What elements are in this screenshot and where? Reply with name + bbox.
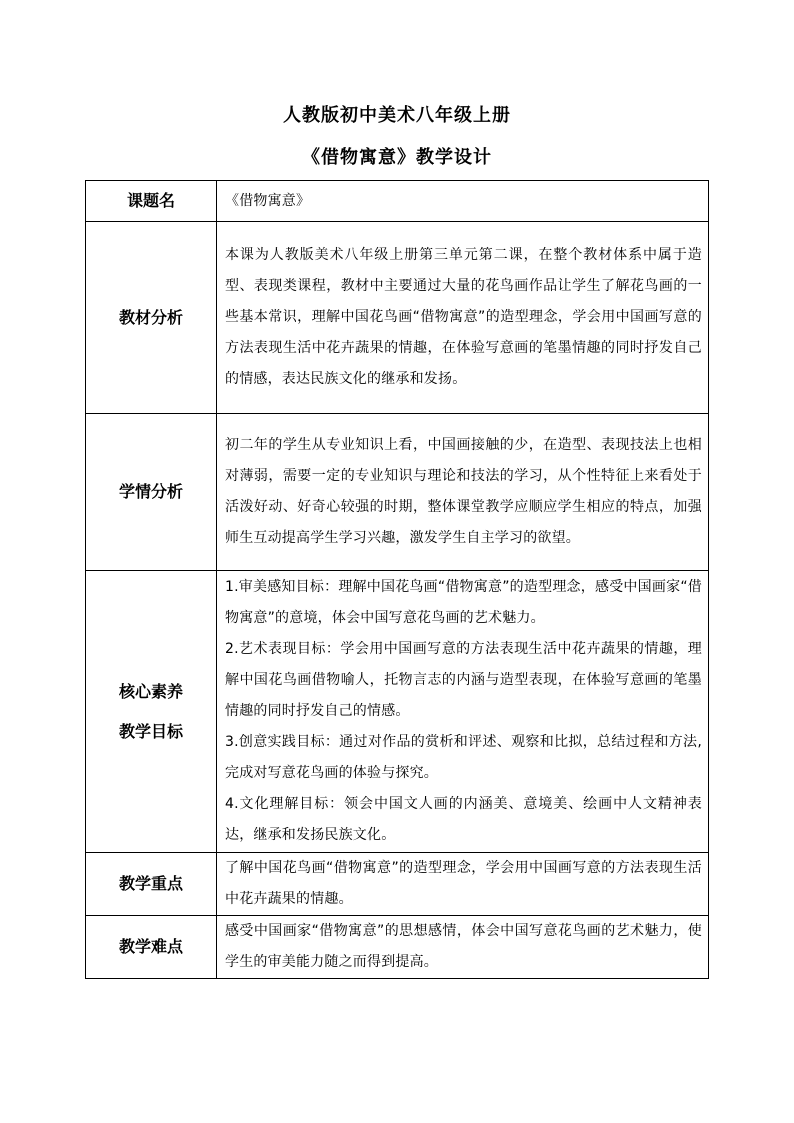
row-label xyxy=(86,571,217,853)
row-content xyxy=(217,222,709,414)
row-content xyxy=(217,916,709,979)
table-row-key-points xyxy=(86,853,709,916)
content-paragraph: 初二年的学生从专业知识上看，中国画接触的少，在造型、表现技法上也相对薄弱，需要一定的专业知识与理论和技法的学习，从个性特征上来看处于活泼好动、好奇心较强的时期，整体课堂教学应顺应学生相应的特点，加强师生互动提高学生学习兴趣，激发学生自主学习的欲望。 xyxy=(225,437,702,546)
objective-item: 4.文化理解目标：领会中国文人画的内涵美、意境美、绘画中人文精神表达，继承和发扬民族文化。 xyxy=(225,796,702,843)
table-row-core-objectives xyxy=(86,571,709,853)
row-label-line: 教学重点 xyxy=(118,874,183,893)
row-label xyxy=(86,181,217,222)
table-row-textbook-analysis xyxy=(86,222,709,414)
content-paragraph: 感受中国画家“借物寓意”的思想感情，体会中国写意花鸟画的艺术魅力，使学生的审美能力随之而得到提高。 xyxy=(225,923,702,970)
row-label-line: 核心素养 xyxy=(118,681,183,701)
row-label-line: 教学目标 xyxy=(118,721,183,741)
row-label xyxy=(86,853,217,916)
row-label xyxy=(86,222,217,414)
row-label-line: 学情分析 xyxy=(118,482,183,501)
objective-item: 1.审美感知目标：理解中国花鸟画“借物寓意”的造型理念，感受中国画家“借物寓意”的意境，体会中国写意花鸟画的艺术魅力。 xyxy=(225,579,702,626)
row-label xyxy=(86,916,217,979)
content-paragraph: 了解中国花鸟画“借物寓意”的造型理念，学会用中国画写意的方法表现生活中花卉蔬果的情趣。 xyxy=(225,860,702,907)
row-label-line: 教学难点 xyxy=(118,937,183,956)
row-label-line: 教材分析 xyxy=(118,307,183,327)
objective-item: 3.创意实践目标：通过对作品的赏析和评述、观察和比拟，总结过程和方法,完成对写意花鸟画的体验与探究。 xyxy=(225,734,702,781)
row-content xyxy=(217,571,709,853)
row-content xyxy=(217,853,709,916)
document-title: 人教版初中美术八年级上册 xyxy=(283,105,511,126)
row-label-line: 课题名 xyxy=(126,191,175,210)
document-subtitle: 《借物寓意》教学设计 xyxy=(302,147,492,168)
row-label xyxy=(86,414,217,571)
table-row-difficulties xyxy=(86,916,709,979)
row-content xyxy=(217,414,709,571)
table-row-student-analysis xyxy=(86,414,709,571)
content-paragraph: 《借物寓意》 xyxy=(225,192,311,209)
row-content xyxy=(217,181,709,222)
table-row-topic xyxy=(86,181,709,222)
lesson-plan-table xyxy=(85,180,709,979)
content-paragraph: 本课为人教版美术八年级上册第三单元第二课，在整个教材体系中属于造型、表现类课程，教材中主要通过大量的花鸟画作品让学生了解花鸟画的一些基本常识，理解中国花鸟画“借物寓意”的造型理念，学会用中国画写意的方法表现生活中花卉蔬果的情趣，在体验写意画的笔墨情趣的同时抒发自己的情感，表达民族文化的继承和发扬。 xyxy=(225,247,702,387)
objective-item: 2.艺术表现目标：学会用中国画写意的方法表现生活中花卉蔬果的情趣，理解中国花鸟画借物喻人，托物言志的内涵与造型表现，在体验写意画的笔墨情趣的同时抒发自己的情感。 xyxy=(225,641,702,719)
